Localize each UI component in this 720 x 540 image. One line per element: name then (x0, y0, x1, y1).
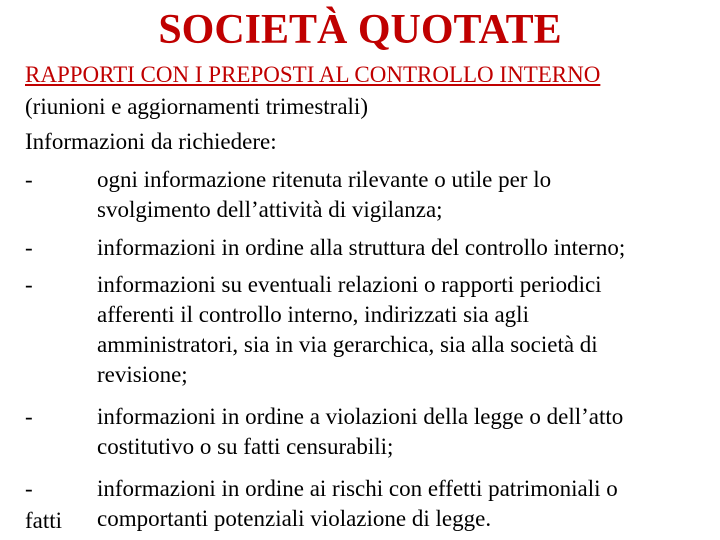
list-item-text (97, 165, 707, 225)
bullet-marker: - (25, 272, 33, 297)
list-item-line: informazioni in ordine a violazioni della legge o dell’atto (97, 404, 624, 429)
list-item-text (97, 402, 707, 462)
list-item-line: costitutivo o su fatti censurabili; (97, 434, 394, 459)
list-item-text (97, 233, 707, 263)
list-item-line: informazioni in ordine alla struttura del controllo interno; (97, 235, 626, 260)
intro-text: Informazioni da richiedere: (25, 129, 277, 154)
list-item-line: amministratori, sia in via gerarchica, sia alla società di (97, 332, 598, 357)
bullet-marker: - (25, 235, 33, 260)
list-item-line: ogni informazione ritenuta rilevante o utile per lo (97, 167, 552, 192)
list-item-line: comportanti potenziali violazione di legge. (97, 506, 492, 531)
list-item-text (97, 474, 707, 534)
bullet-marker: - (25, 476, 33, 501)
list-item-line: afferenti il controllo interno, indirizzati sia agli (97, 302, 529, 327)
page-title: SOCIETÀ QUOTATE (158, 7, 562, 53)
section-heading: RAPPORTI CON I PREPOSTI AL CONTROLLO INTERNO (25, 62, 601, 87)
list-item-text (97, 270, 707, 390)
list-item-line: informazioni in ordine ai rischi con effetti patrimoniali o (97, 476, 618, 501)
list-item-line: revisione; (97, 362, 188, 387)
frequency-note: (riunioni e aggiornamenti trimestrali) (25, 94, 368, 119)
trailing-word: fatti (25, 508, 63, 533)
bullet-marker: - (25, 404, 33, 429)
bullet-marker: - (25, 167, 33, 192)
list-item-line: svolgimento dell’attività di vigilanza; (97, 197, 443, 222)
list-item-line: informazioni su eventuali relazioni o rapporti periodici (97, 272, 602, 297)
